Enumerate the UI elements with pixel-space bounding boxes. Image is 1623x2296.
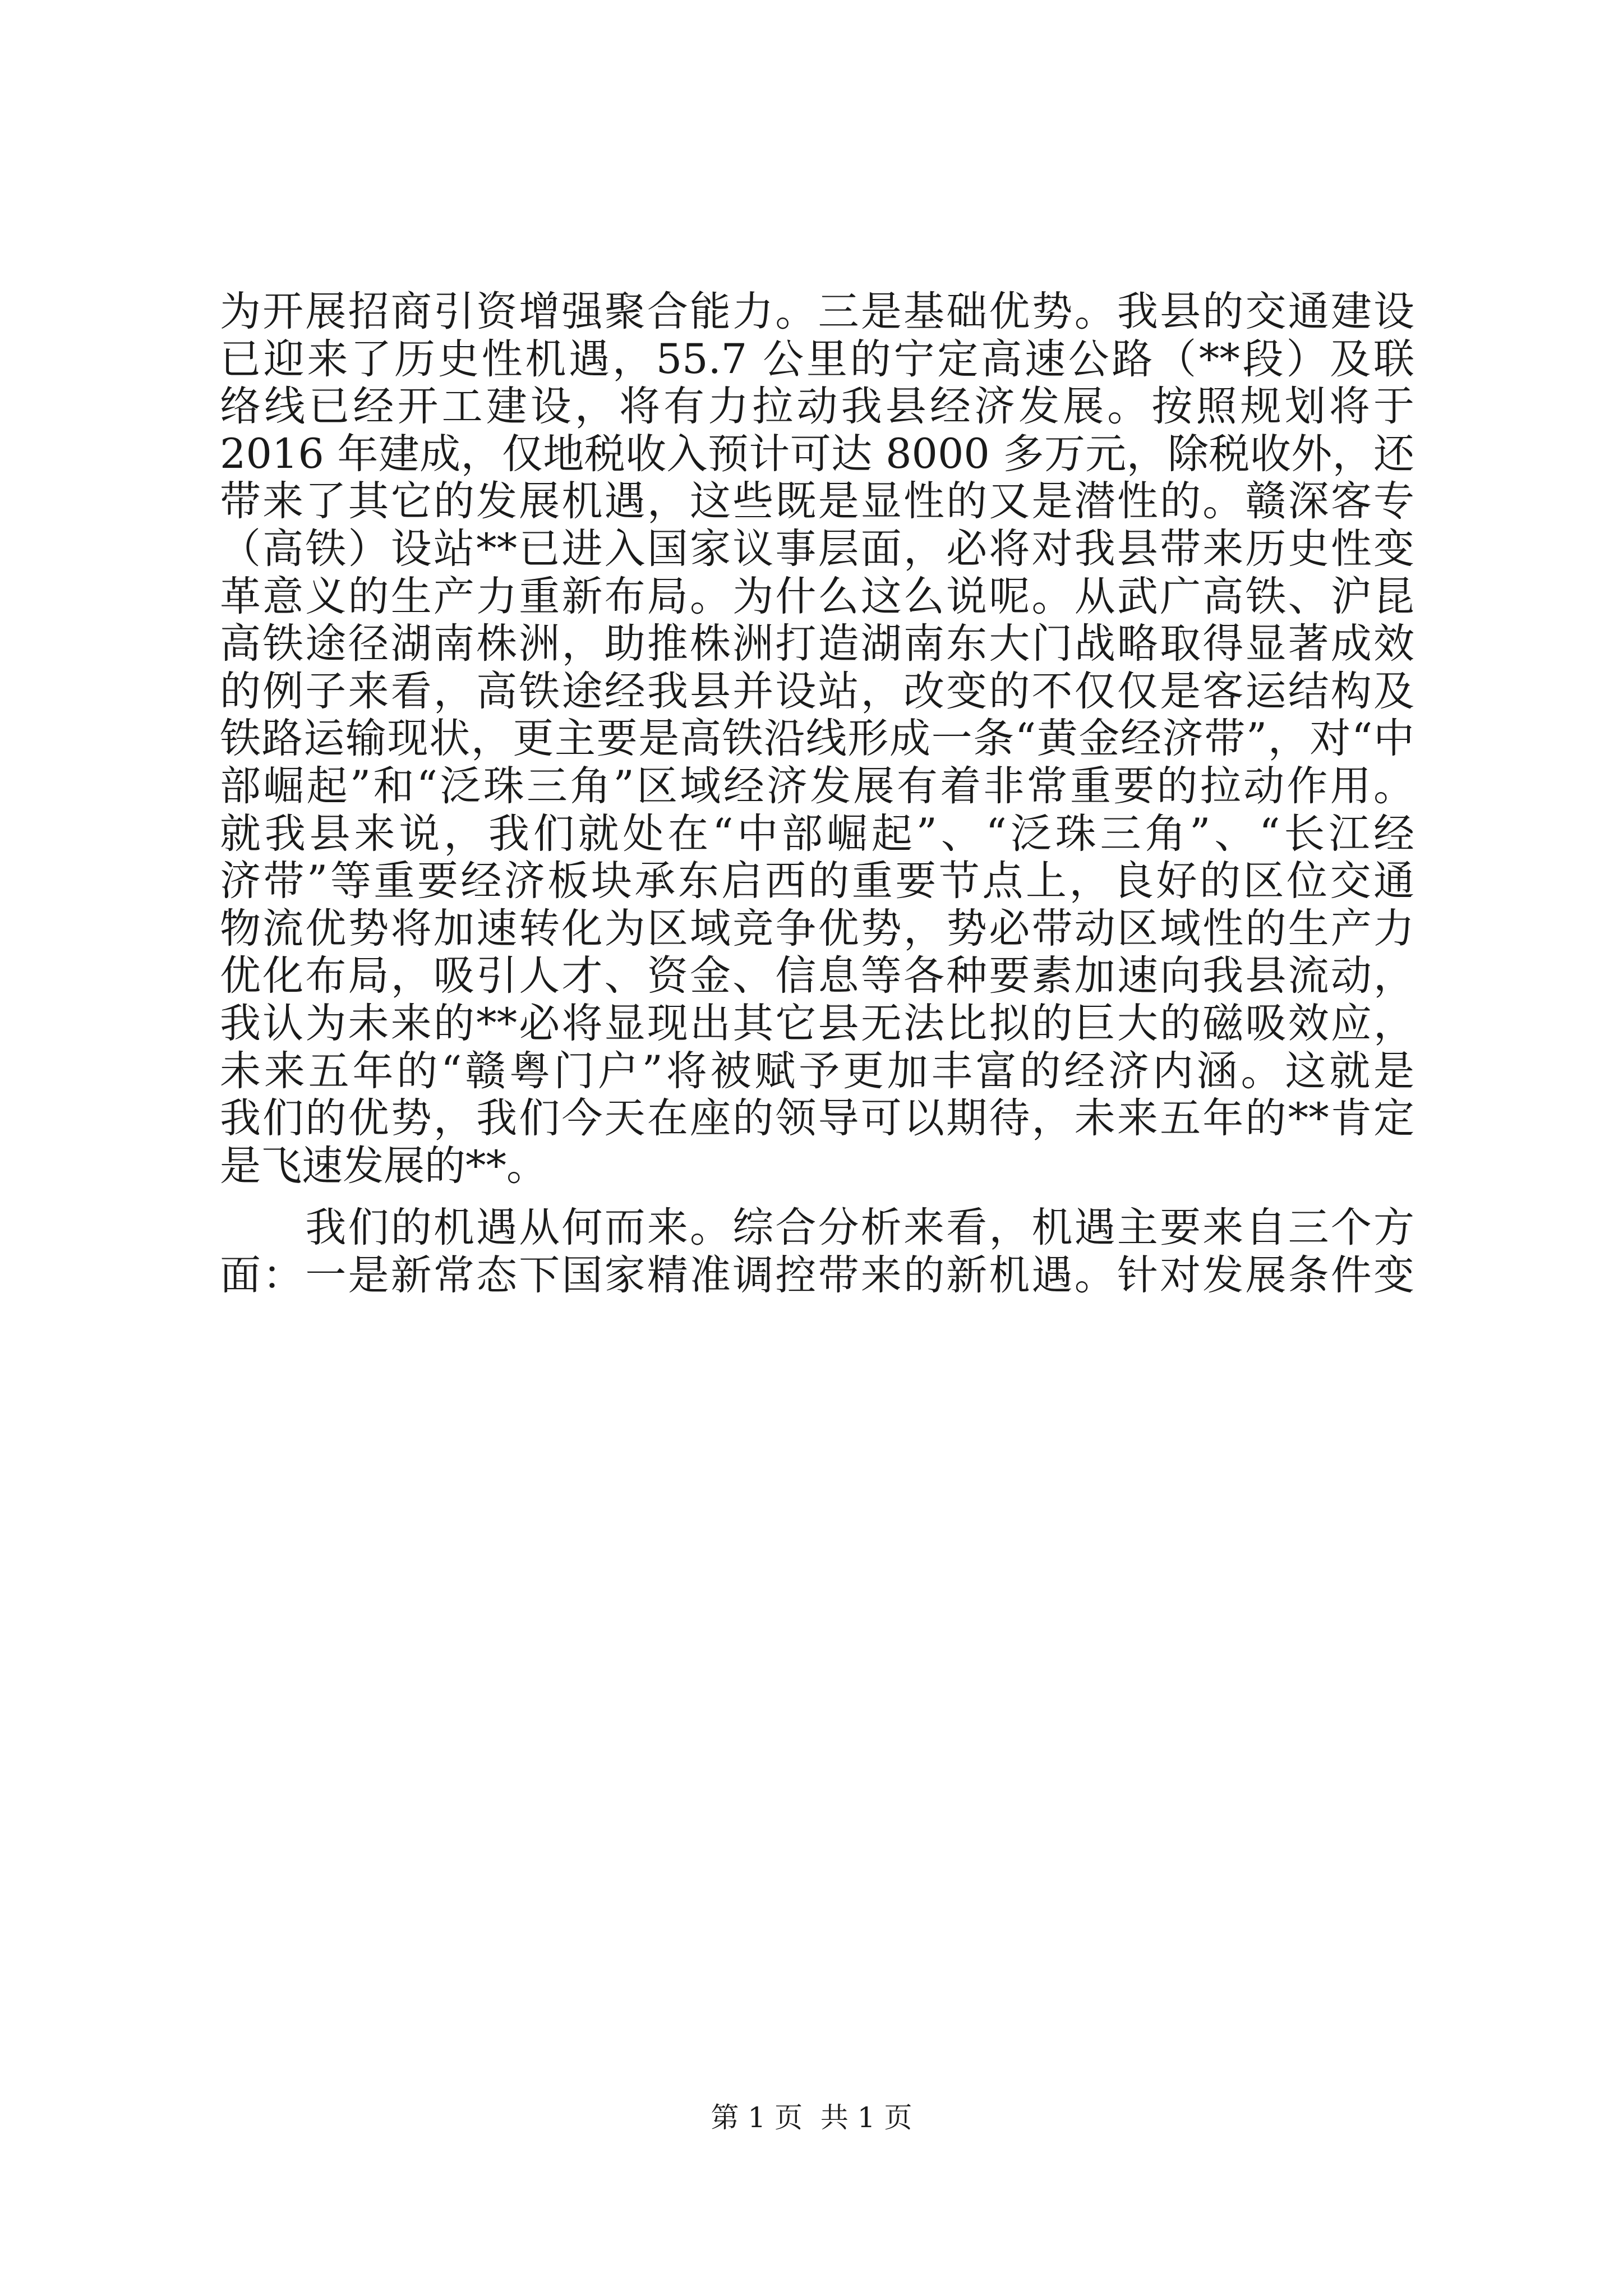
text-line: （高铁）设站**已进入国家议事层面，必将对我县带来历史性变	[220, 524, 1414, 573]
text-line: 高铁途径湖南株洲，助推株洲打造湖南东大门战略取得显著成效	[220, 620, 1414, 668]
text-line: 物流优势将加速转化为区域竞争优势，势必带动区域性的生产力	[220, 904, 1414, 953]
text-line: 络线已经开工建设，将有力拉动我县经济发展。按照规划将于	[220, 383, 1414, 431]
text-line: 为开展招商引资增强聚合能力。三是基础优势。我县的交通建设	[220, 288, 1414, 335]
text-line: 未来五年的“赣粤门户”将被赋予更加丰富的经济内涵。这就是	[220, 1047, 1414, 1095]
text-line: 面：一是新常态下国家精准调控带来的新机遇。针对发展条件变	[220, 1251, 1414, 1299]
text-line: 我们的优势，我们今天在座的领导可以期待，未来五年的**肯定	[220, 1094, 1414, 1143]
text-line: 已迎来了历史性机遇，55.7 公里的宁定高速公路（**段）及联	[220, 335, 1414, 383]
text-line: 带来了其它的发展机遇，这些既是显性的又是潜性的。赣深客专	[220, 477, 1414, 526]
text-line: 就我县来说，我们就处在“中部崛起”、“泛珠三角”、“长江经	[220, 809, 1414, 858]
text-line: 部崛起”和“泛珠三角”区域经济发展有着非常重要的拉动作用。	[220, 762, 1414, 810]
page-footer: 第 1 页 共 1 页	[711, 2101, 912, 2134]
paragraph-2	[220, 1204, 1414, 1299]
paragraph-1	[220, 288, 1414, 1190]
text-line: 优化布局，吸引人才、资金、信息等各种要素加速向我县流动，	[220, 952, 1414, 1000]
text-line: 2016 年建成，仅地税收入预计可达 8000 多万元，除税收外，还	[220, 430, 1414, 478]
text-line: 济带”等重要经济板块承东启西的重要节点上，良好的区位交通	[220, 857, 1414, 905]
text-line: 我认为未来的**必将显现出其它县无法比拟的巨大的磁吸效应，	[220, 999, 1414, 1047]
text-line: 革意义的生产力重新布局。为什么这么说呢。从武广高铁、沪昆	[220, 572, 1414, 620]
paragraph-spacing	[220, 1190, 1414, 1204]
document-body	[220, 288, 1414, 1299]
text-line: 铁路运输现状，更主要是高铁沿线形成一条“黄金经济带”，对“中	[220, 715, 1414, 763]
text-line: 的例子来看，高铁途经我县并设站，改变的不仅仅是客运结构及	[220, 667, 1414, 715]
text-line: 我们的机遇从何而来。综合分析来看，机遇主要来自三个方	[220, 1204, 1414, 1252]
text-line: 是飞速发展的**。	[220, 1142, 547, 1190]
